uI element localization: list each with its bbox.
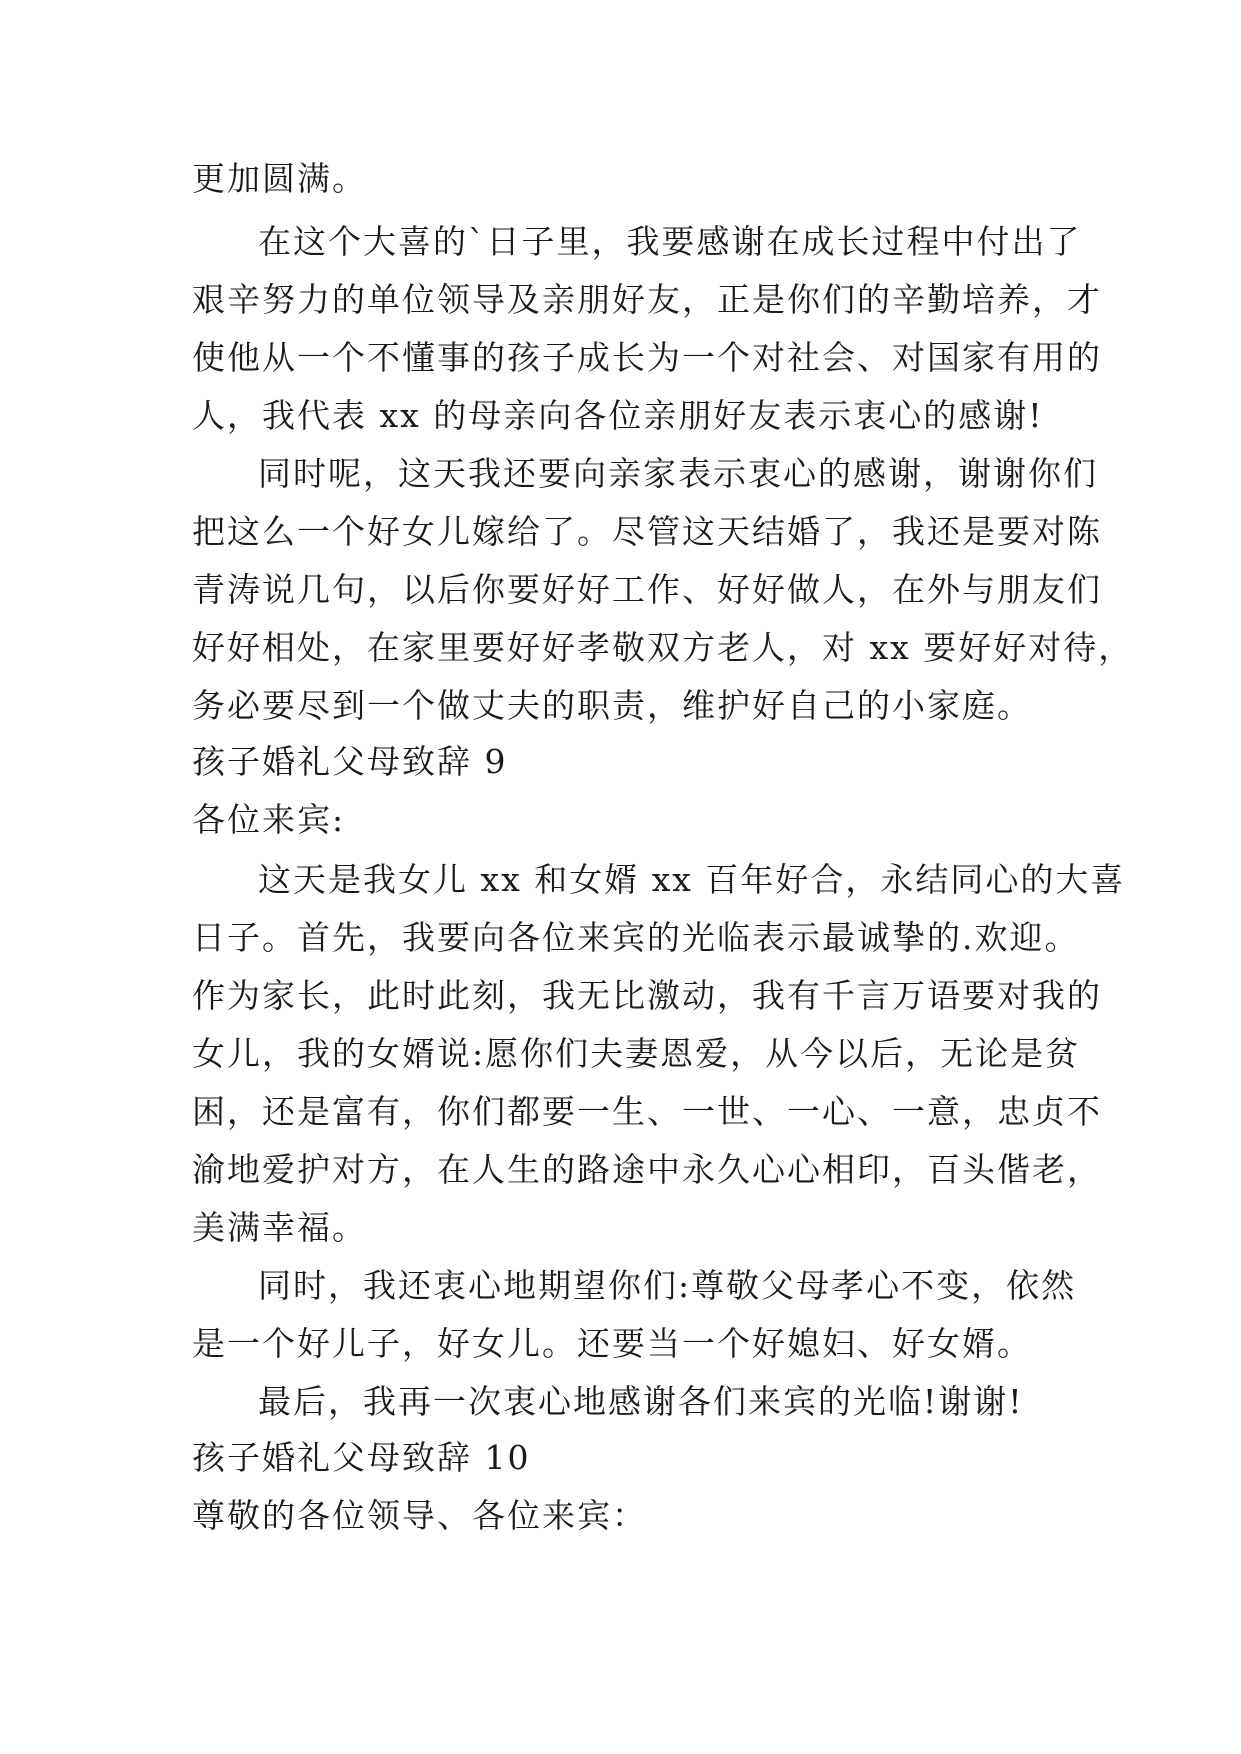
paragraph-line: 女儿，我的女婿说:愿你们夫妻恩爱，从今以后，无论是贫 [192, 1034, 1081, 1073]
paragraph-line: 美满幸福。 [192, 1208, 367, 1247]
paragraph-line: 同时呢，这天我还要向亲家表示衷心的感谢，谢谢你们 [258, 454, 1098, 493]
paragraph-line: 使他从一个不懂事的孩子成长为一个对社会、对国家有用的 [192, 338, 1102, 377]
paragraph-line: 渝地爱护对方，在人生的路途中永久心心相印，百头偕老， [192, 1150, 1102, 1189]
paragraph-line: 在这个大喜的`日子里，我要感谢在成长过程中付出了 [258, 222, 1082, 261]
salutation: 各位来宾: [192, 800, 346, 839]
paragraph-line: 好好相处，在家里要好好孝敬双方老人，对 xx 要好好对待， [192, 628, 1134, 667]
paragraph-line: 务必要尽到一个做丈夫的职责，维护好自己的小家庭。 [192, 686, 1032, 725]
section-heading: 孩子婚礼父母致辞 10 [192, 1438, 531, 1477]
paragraph-line: 日子。首先，我要向各位来宾的光临表示最诚挚的.欢迎。 [192, 918, 1080, 957]
paragraph-line: 把这么一个好女儿嫁给了。尽管这天结婚了，我还是要对陈 [192, 512, 1102, 551]
section-heading: 孩子婚礼父母致辞 9 [192, 742, 508, 781]
salutation: 尊敬的各位领导、各位来宾： [192, 1496, 647, 1535]
paragraph-line: 艰辛努力的单位领导及亲朋好友，正是你们的辛勤培养，才 [192, 280, 1102, 319]
paragraph-line: 人，我代表 xx 的母亲向各位亲朋好友表示衷心的感谢! [192, 396, 1044, 435]
paragraph-line: 青涛说几句，以后你要好好工作、好好做人，在外与朋友们 [192, 570, 1102, 609]
paragraph-line: 同时，我还衷心地期望你们:尊敬父母孝心不变，依然 [258, 1266, 1077, 1305]
paragraph-line: 这天是我女儿 xx 和女婿 xx 百年好合，永结同心的大喜 [258, 860, 1126, 899]
paragraph-line: 更加圆满。 [192, 159, 367, 198]
paragraph-line: 困，还是富有，你们都要一生、一世、一心、一意，忠贞不 [192, 1092, 1102, 1131]
paragraph-line: 是一个好儿子，好女儿。还要当一个好媳妇、好女婿。 [192, 1324, 1032, 1363]
paragraph-line: 最后，我再一次衷心地感谢各们来宾的光临!谢谢! [258, 1382, 1024, 1421]
paragraph-line: 作为家长，此时此刻，我无比激动，我有千言万语要对我的 [192, 976, 1102, 1015]
